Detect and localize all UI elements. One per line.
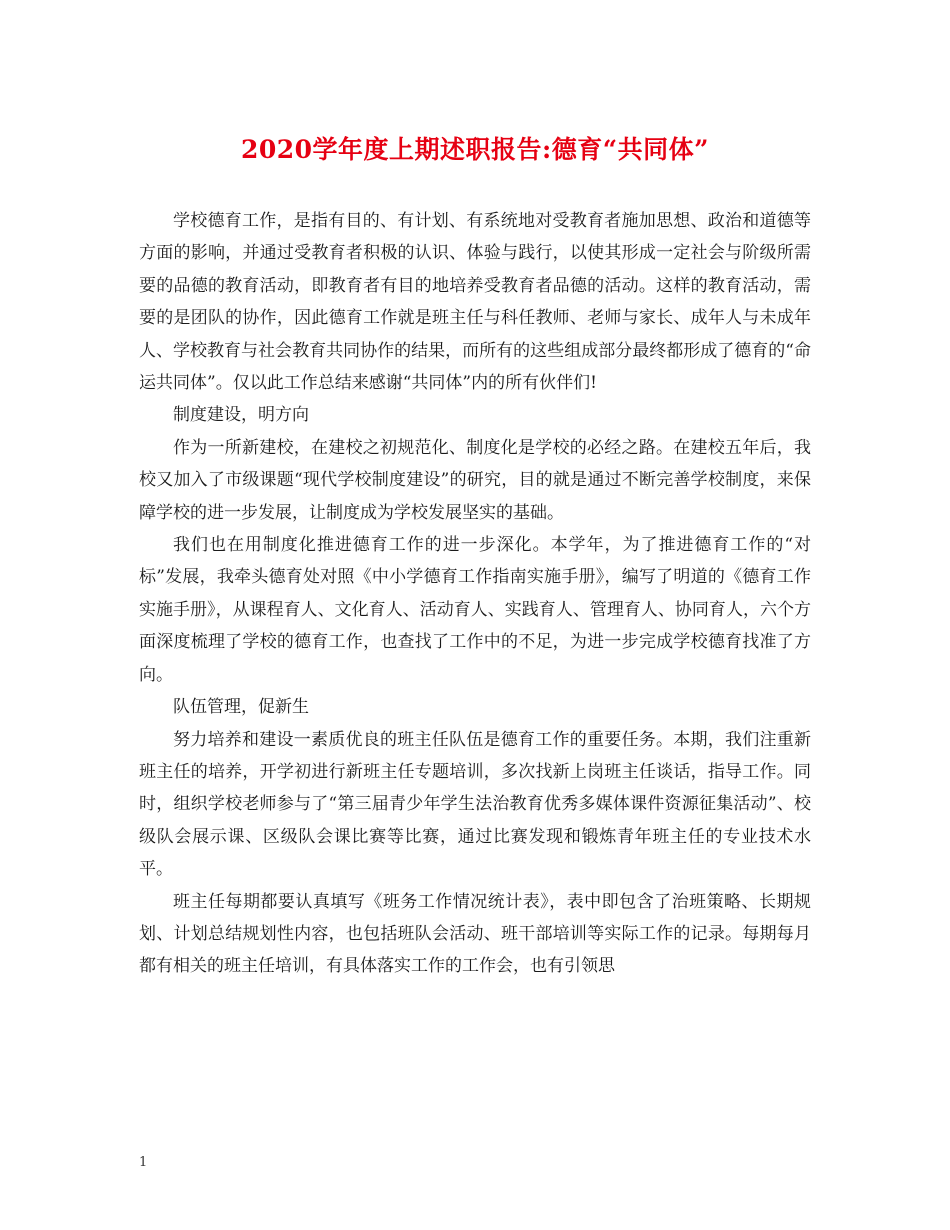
document-body <box>139 205 811 983</box>
section-heading-team: 队伍管理，促新生 <box>173 697 309 718</box>
document-title: 2020学年度上期述职报告:德育“共同体” <box>240 135 710 164</box>
paragraph-intro: 学校德育工作，是指有目的、有计划、有系统地对受教育者施加思想、政治和道德等方面的影响，并通过受教育者积极的认识、体验与践行，以使其形成一定社会与阶级所需要的品德的教育活动，即教育者有目的地培养受教育者品德的活动。这样的教育活动，需要的是团队的协作，因此德育工作就是班主任与科任教师、老师与家长、成年人与未成年人、学校教育与社会教育共同协作的结果，而所有的这些组成部分最终都形成了德育的“命运共同体”。仅以此工作总结来感谢“共同体”内的所有伙伴们! <box>139 211 811 394</box>
page-number: 1 <box>139 1155 148 1170</box>
paragraph-system-2: 我们也在用制度化推进德育工作的进一步深化。本学年，为了推进德育工作的“对标”发展，我牵头德育处对照《中小学德育工作指南实施手册》，编写了明道的《德育工作实施手册》，从课程育人、文化育人、活动育人、实践育人、管理育人、协同育人，六个方面深度梳理了学校的德育工作，也查找了工作中的不足，为进一步完成学校德育找准了方向。 <box>139 535 811 685</box>
paragraph-team-2: 班主任每期都要认真填写《班务工作情况统计表》，表中即包含了治班策略、长期规划、计划总结规划性内容，也包括班队会活动、班干部培训等实际工作的记录。每期每月都有相关的班主任培训，有具体落实工作的工作会，也有引领思 <box>139 891 811 977</box>
paragraph-team-1: 努力培养和建设一素质优良的班主任队伍是德育工作的重要任务。本期，我们注重新班主任的培养，开学初进行新班主任专题培训，多次找新上岗班主任谈话，指导工作。同时，组织学校老师参与了“第三届青少年学生法治教育优秀多媒体课件资源征集活动”、校级队会展示课、区级队会课比赛等比赛，通过比赛发现和锻炼青年班主任的专业技术水平。 <box>139 729 811 880</box>
section-heading-system: 制度建设，明方向 <box>173 405 309 426</box>
paragraph-system-1: 作为一所新建校，在建校之初规范化、制度化是学校的必经之路。在建校五年后，我校又加入了市级课题“现代学校制度建设”的研究，目的就是通过不断完善学校制度，来保障学校的进一步发展，让制度成为学校发展坚实的基础。 <box>139 437 811 523</box>
